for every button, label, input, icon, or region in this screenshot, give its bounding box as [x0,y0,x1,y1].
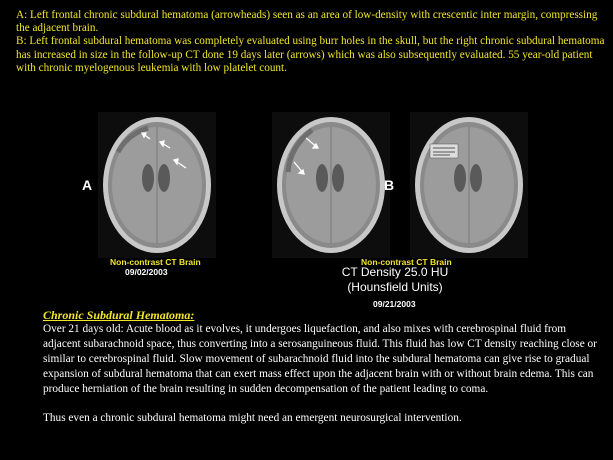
scan-b-date: 09/21/2003 [373,299,416,309]
density-unit: (Hounsfield Units) [347,280,443,294]
panel-letter-a: A [82,177,93,193]
scan-a-label: Non-contrast CT Brain [110,257,201,267]
caption-line-b: B: Left frontal subdural hematoma was completely evaluated using burr holes in the skull, but the right chronic subdural hematoma has increased in size in the follow-up CT done 19 days later (arrows) which was also subsequently evaluated. 55 year-old patient with chronic myelogenous leukemia with low platelet count. [16,35,605,74]
body-paragraph-2: Thus even a chronic subdural hematoma might need an emergent neurosurgical intervention. [43,412,462,424]
density-readout [330,265,460,295]
scan-b-label: Non-contrast CT Brain [361,257,452,267]
density-value: CT Density 25.0 HU [341,265,449,279]
caption-line-a: A: Left frontal chronic subdural hematoma (arrowheads) seen as an area of low-density with crescentic inter margin, compressing the adjacent brain. [16,9,598,35]
section-body [43,322,603,426]
ct-scan-b2 [410,112,528,258]
caption [16,9,608,75]
body-paragraph-1: Over 21 days old: Acute blood as it evolves, it undergoes liquefaction, and also mixes with cerebrospinal fluid from adjacent subarachnoid space, thus converting into a serosanguineous fluid. This fluid has low CT density reaching close or similar to cerebrospinal fluid. Slow movement of subarachnoid fluid into the subdural hematoma can give rise to gradual expansion of subdural hematoma that can exert mass effect upon the adjacent brain with or without brain edema. This can produce herniation of the brain resulting in sudden decompensation of the patient leading to coma. [43,323,597,395]
ct-scan-b1 [272,112,390,258]
panel-letter-b: B [384,177,395,193]
section-title: Chronic Subdural Hematoma: [43,308,195,322]
scan-a-date: 09/02/2003 [125,267,168,277]
ct-scan-a [98,112,216,258]
